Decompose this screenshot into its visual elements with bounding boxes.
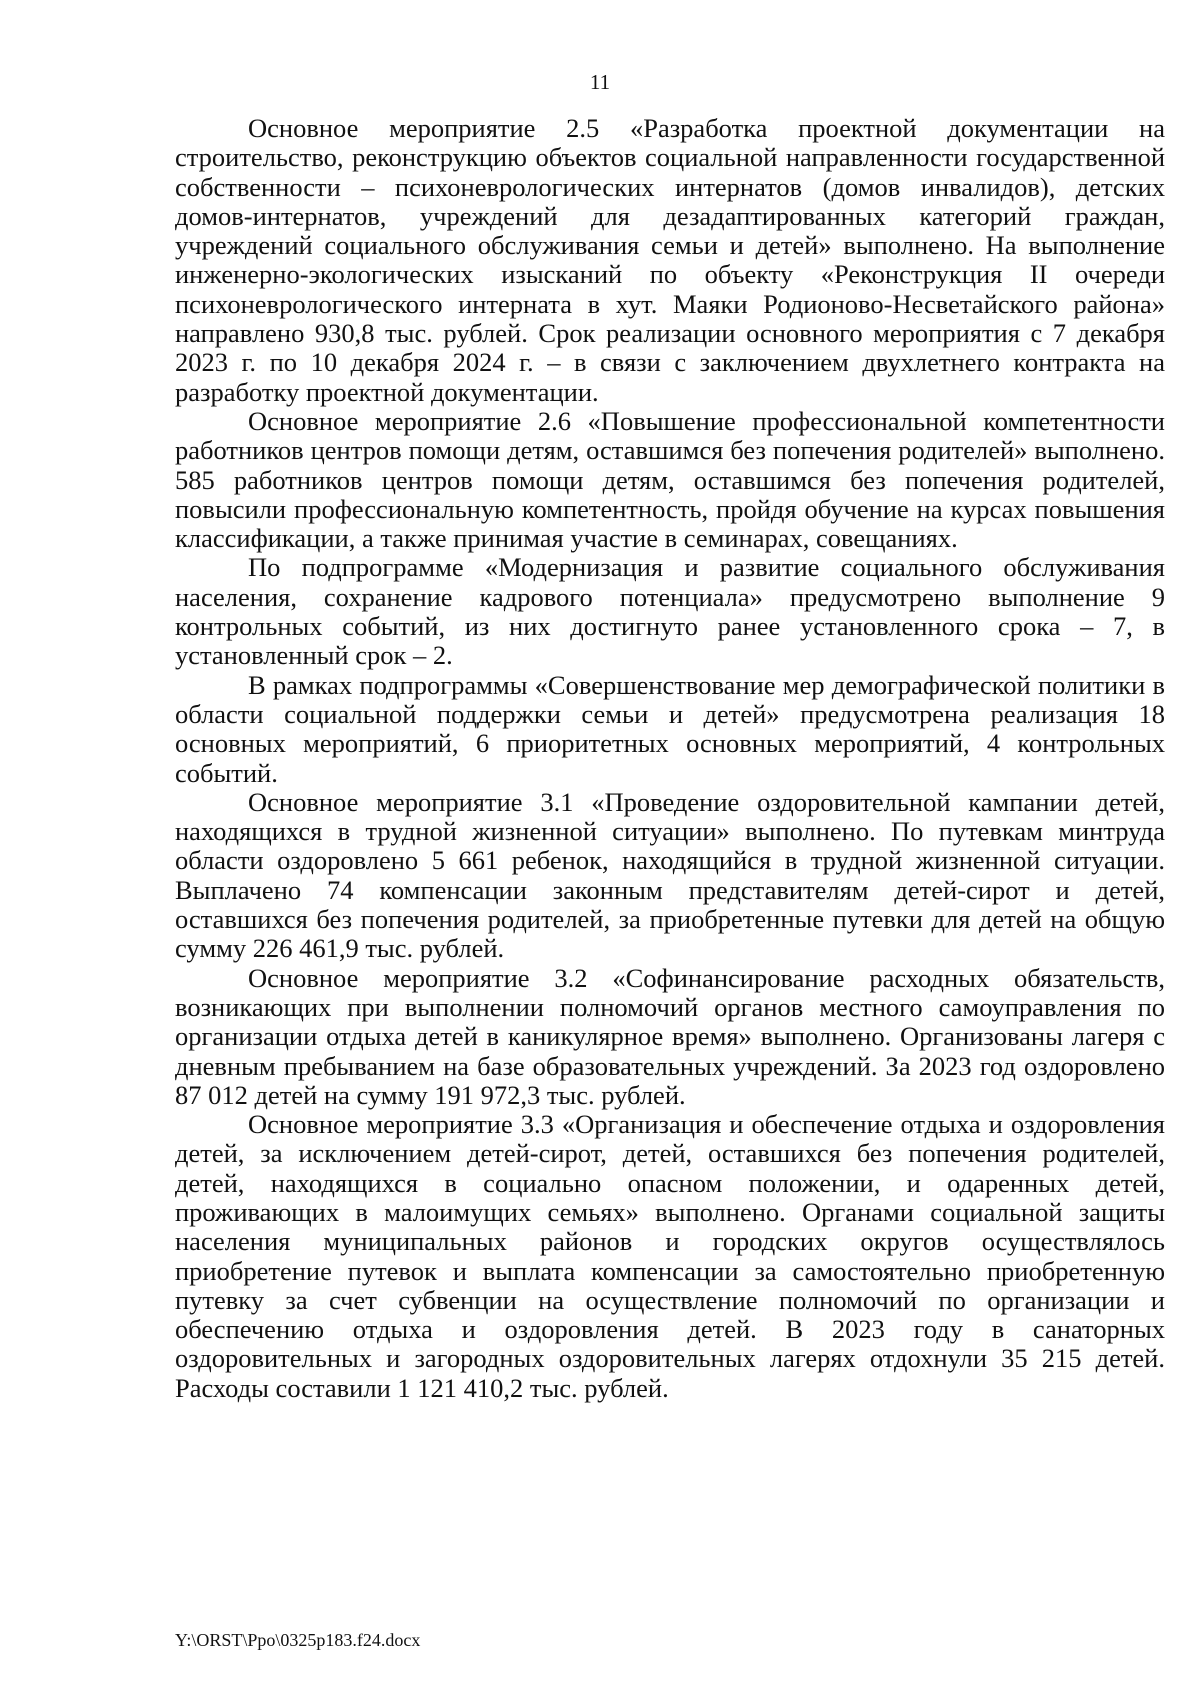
paragraph-subprogram-demographic: В рамках подпрограммы «Совершенствование мер демографической политики в области социальной поддержки семьи и детей» предусмотрена реализация 18 основных мероприятий, 6 приоритетных основных мероприятий, 4 контрольных событий. <box>175 669 1165 788</box>
paragraph-measure-3-2: Основное мероприятие 3.2 «Софинансирование расходных обязательств, возникающих при выполнении полномочий органов местного самоуправления по организации отдыха детей в каникулярное время» выполнено. Организованы лагеря с дневным пребыванием на базе образовательных учреждений. За 2023 год оздоровлено 87 012 детей на сумму 191 972,3 тыс. рублей. <box>175 962 1165 1110</box>
paragraph-subprogram-modernization: По подпрограмме «Модернизация и развитие социального обслуживания населения, сохранение кадрового потенциала» предусмотрено выполнение 9 контрольных событий, из них достигнуто ранее установленного срока – 7, в установленный срок – 2. <box>175 552 1165 671</box>
footer-file-path: Y:\ORST\Ppo\0325p183.f24.docx <box>175 1630 421 1650</box>
paragraph-measure-2-6: Основное мероприятие 2.6 «Повышение профессиональной компетентности работников центров помощи детям, оставшимся без попечения родителей» выполнено. 585 работников центров помощи детям, оставшимся без попечения родителей, повысили профессиональную компетентность, пройдя обучение на курсах повышения классификации, а также принимая участие в семинарах, совещаниях. <box>175 405 1165 554</box>
paragraph-measure-2-5: Основное мероприятие 2.5 «Разработка проектной документации на строительство, реконструкцию объектов социальной направленности государственной собственности – психоневрологических интернатов (домов инвалидов), детских домов-интернатов, учреждений для дезадаптированных категорий граждан, учреждений социального обслуживания семьи и детей» выполнено. На выполнение инженерно-экологических изысканий по объекту «Реконструкция II очереди психоневрологического интерната в хут. Маяки Родионово-Несветайского района» направлено 930,8 тыс. рублей. Срок реализации основного мероприятия с 7 декабря 2023 г. по 10 декабря 2024 г. – в связи с заключением двухлетнего контракта на разработку проектной документации. <box>175 113 1165 407</box>
paragraph-measure-3-3: Основное мероприятие 3.3 «Организация и обеспечение отдыха и оздоровления детей, за исключением детей-сирот, детей, оставшихся без попечения родителей, детей, находящихся в социально опасном положении, и одаренных детей, проживающих в малоимущих семьях» выполнено. Органами социальной защиты населения муниципальных районов и городских округов осуществлялось приобретение путевок и выплата компенсации за самостоятельно приобретенную путевку за счет субвенции на осуществление полномочий по организации и обеспечению отдыха и оздоровления детей. В 2023 году в санаторных оздоровительных и загородных оздоровительных лагерях отдохнули 35 215 детей. Расходы составили 1 121 410,2 тыс. рублей. <box>175 1109 1165 1403</box>
document-body <box>175 114 1165 1403</box>
page-number: 11 <box>589 70 611 94</box>
paragraph-measure-3-1: Основное мероприятие 3.1 «Проведение оздоровительной кампании детей, находящихся в трудной жизненной ситуации» выполнено. По путевкам минтруда области оздоровлено 5 661 ребенок, находящийся в трудной жизненной ситуации. Выплачено 74 компенсации законным представителям детей-сирот и детей, оставшихся без попечения родителей, за приобретенные путевки для детей на общую сумму 226 461,9 тыс. рублей. <box>175 786 1165 964</box>
